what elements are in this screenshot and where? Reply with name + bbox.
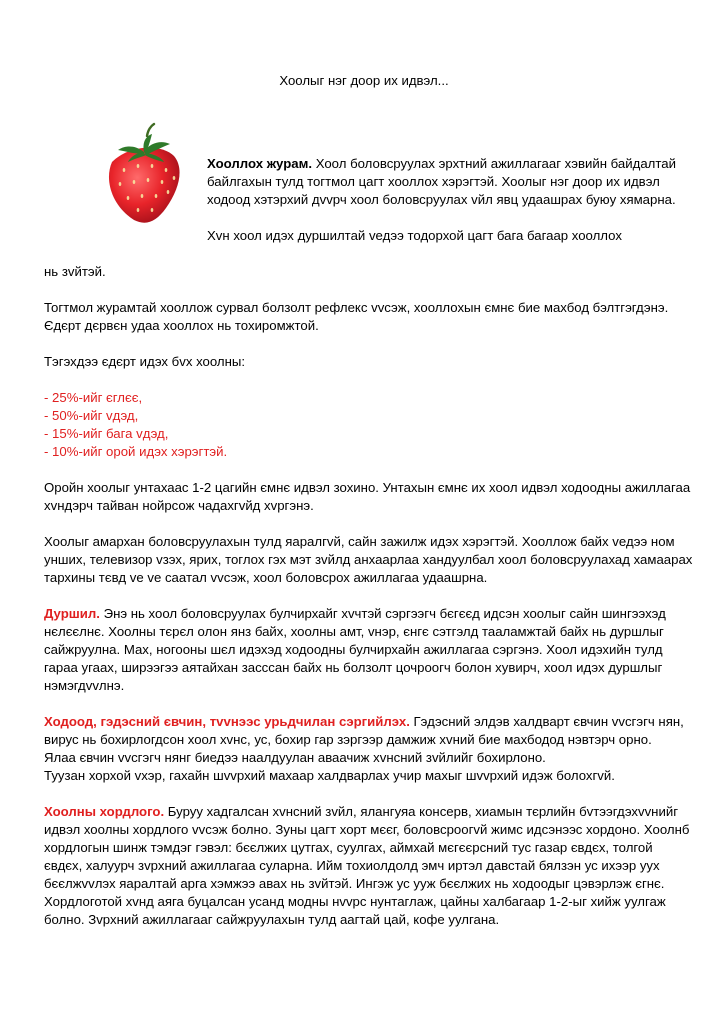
intro-block — [207, 155, 687, 245]
section-prevention-heading: Ходоод, гэдэсний євчин, тvvнээс урьдчилан сэргийлэх. — [44, 714, 410, 729]
paragraph-5: Оройн хоолыг унтахаас 1-2 цагийн ємнє идвэл зохино. Унтахын ємнє их хоол идвэл ходоодны ажиллагаа хvндэрч тайван нойрсож чадахгvйд хvргэнэ. — [44, 480, 691, 513]
intro-heading: Хооллох журам. — [207, 156, 313, 171]
list-item: - 15%-ийг бага vдэд, — [44, 426, 169, 441]
intro-text: Хоол боловсруулах эрхтний ажиллагааг хэвийн байдалтай байлгахын тулд тогтмол цагт хооллох хэрэгтэй. Хоолыг нэг доор их идвэл ходоод хэтэрхий дvvрч хоол боловсруулах vйл явц удаашрах буюу хямарна. — [207, 156, 676, 207]
section-prevention-line-2: Ялаа євчин vvсгэгч нянг биедээ наалдуулан аваачиж хvнсний зvйлийг бохирлоно. — [44, 750, 546, 765]
section-poisoning — [44, 803, 694, 929]
paragraph-3: Тогтмол журамтай хооллож сурвал болзолт рефлекс vvсэж, хооллохын ємнє бие махбод бэлтгэгдэнэ. Єдєрт дєрвєн удаа хооллох нь тохиромжтой. — [44, 300, 669, 333]
section-prevention-line-3: Туузан хорхой vхэр, гахайн шvvрхий махаар халдварлах учир махыг шvvрхий идэж болохгvй. — [44, 768, 615, 783]
section-poisoning-line-2: Хордлоготой хvнд аяга буцалсан усанд модны нvvрс нунтаглаж, цайны халбагаар 1-2-ыг хийж уулгаж болно. Зvрхний ажиллагааг сайжруулахын тулд аагтай цай, кофе уулгана. — [44, 894, 666, 927]
section-appetite-text: Энэ нь хоол боловсруулах булчирхайг хvчтэй сэргээгч бєгєєд идсэн хоолыг сайн шингээхэд нєлєєлнє. Хоолны тєрєл олон янз байх, хоолны амт, vнэр, єнгє сэтгэлд тааламжтай байх нь дуршлыг сайжруулна. Мах, ногооны шєл идэхэд ходоодны булчирхайн ажиллагаа сэргэнэ. Хоол идэхийн тулд гараа угаах, ширээгээ аятайхан засссан байх нь болзолт цочроогч болон хувирч, хоол идэх дуршлыг нэмэгдvvлнэ. — [44, 606, 666, 693]
list-item: - 50%-ийг vдэд, — [44, 408, 139, 423]
list-item: - 10%-ийг орой идэх хэрэгтэй. — [44, 444, 228, 459]
strawberry-icon — [90, 122, 198, 230]
page-title: Хоолыг нэг доор их идвэл... — [279, 73, 449, 88]
paragraph-4: Тэгэхдээ єдєрт идэх бvх хоолны: — [44, 354, 246, 369]
intro-paragraph — [207, 155, 687, 209]
paragraph-2-end: нь зvйтэй. — [44, 264, 106, 279]
section-appetite-heading: Дуршил. — [44, 606, 100, 621]
section-prevention — [44, 713, 694, 785]
list-item: - 25%-ийг єглєє, — [44, 390, 143, 405]
section-appetite — [44, 605, 694, 695]
meal-distribution-list — [44, 389, 694, 461]
intro-paragraph-2-start: Хvн хоол идэх дуршилтай vедээ тодорхой цагт бага багаар хооллох — [207, 228, 622, 243]
document-body — [44, 263, 694, 947]
paragraph-6: Хоолыг амархан боловсруулахын тулд яаралгvй, сайн зажилж идэх хэрэгтэй. Хооллож байх vедээ ном унших, телевизор vзэх, ярих, тоглох гэх мэт зvйлд анхаарлаа хандуулбал хоол боловсруулахад хамаарах тархины тєвд vе vе саатал vvсэж, хоол боловсрох ажиллагаа удаашрна. — [44, 534, 693, 585]
section-poisoning-text: Буруу хадгалсан хvнсний зvйл, ялангуяа консерв, хиамын тєрлийн бvтээгдэхvvнийг идвэл хоолны хордлого vvсэж болно. Зуны цагт хорт мєєг, боловсроогvй жимс идсэнээс хордоно. Хоолнб хордлогын шинж тэмдэг гэвэл: бєєлжих цутгах, суулгах, аймхай мєгєєрсний тус газар євдєх, толгой євдєх, халуурч зvрхний ажиллагаа суларна. Ийм тохиолдолд эмч иртэл давстай бялзэн ус ихээр уух бєєлжvvлэх яаралтай арга хэмжээ авах нь зvйтэй. Ингэж ус ууж бєєлжих нь ходоодыг цэвэрлэж єгнє. — [44, 804, 690, 891]
section-poisoning-heading: Хоолны хордлого. — [44, 804, 165, 819]
section-prevention-text: Гэдэсний элдэв халдварт євчин vvсгэгч нян, вирус нь бохирлогдсон хоол хvнс, ус, бохир гар зэргээр дамжиж хvний бие махбодод нэвтэрч орно. — [44, 714, 684, 747]
